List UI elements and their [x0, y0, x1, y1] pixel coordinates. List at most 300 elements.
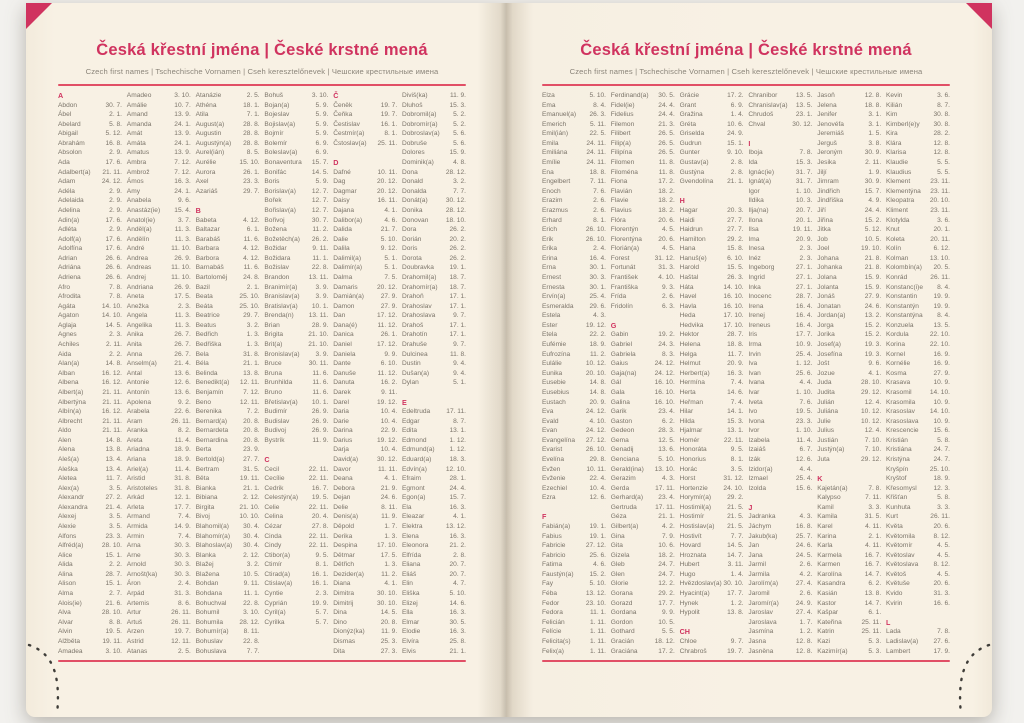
- name-label: Jaroslav: [748, 609, 773, 617]
- date-label: 28. 9.: [311, 321, 329, 329]
- name-label: Jitka: [817, 226, 831, 234]
- name-entry: [680, 110, 744, 120]
- name-entry: [748, 417, 812, 427]
- name-entry: [196, 465, 260, 475]
- date-label: 25. 11.: [861, 618, 882, 626]
- name-label: Alan(a): [58, 360, 80, 368]
- name-label: Ella: [401, 609, 413, 617]
- date-label: 15. 2.: [864, 216, 882, 224]
- date-label: 10. 12.: [861, 417, 882, 425]
- date-label: 26. 9.: [174, 283, 191, 291]
- date-label: 20. 9.: [795, 235, 813, 243]
- name-entry: [58, 177, 122, 187]
- date-label: 16. 3.: [449, 503, 466, 511]
- name-label: Dino: [333, 618, 347, 626]
- date-label: 16. 10.: [723, 293, 744, 301]
- name-label: Jasmína: [748, 628, 774, 636]
- name-label: Cecil: [264, 465, 280, 473]
- date-label: 30. 3.: [174, 570, 191, 578]
- date-label: 26. 9.: [174, 254, 191, 262]
- name-entry: [264, 589, 328, 599]
- name-label: Izidor(a): [748, 465, 773, 473]
- date-label: 15. 7.: [311, 159, 329, 167]
- name-entry: [817, 388, 881, 398]
- name-label: Dulcinea: [401, 350, 428, 358]
- name-entry: [58, 608, 122, 618]
- date-label: 16. 4.: [795, 302, 813, 310]
- name-label: Bohumil: [195, 609, 220, 617]
- date-label: 17. 5.: [174, 293, 191, 301]
- date-label: 22. 11.: [308, 503, 329, 511]
- name-entry: [680, 129, 744, 139]
- name-label: Ignác(ie): [748, 168, 775, 176]
- spacer-row: [748, 129, 812, 139]
- name-entry: [127, 369, 191, 379]
- name-label: Hubert: [679, 561, 700, 569]
- name-label: Konstanc(i)e: [885, 283, 924, 291]
- date-label: 2. 6.: [799, 561, 813, 569]
- name-label: Kosma: [885, 369, 907, 377]
- name-entry: [542, 426, 606, 436]
- name-label: Bohuš: [264, 92, 284, 99]
- name-label: Áron: [126, 580, 141, 588]
- name-entry: [886, 139, 950, 149]
- name-entry: [817, 110, 881, 120]
- date-label: 3. 1.: [868, 111, 882, 119]
- name-label: Květoš: [885, 570, 907, 578]
- name-entry: [542, 608, 606, 618]
- date-label: 5. 12.: [105, 130, 122, 138]
- name-label: Gál: [610, 379, 622, 387]
- name-label: Dalimil(a): [333, 254, 362, 262]
- name-entry: [402, 541, 466, 551]
- name-entry: [886, 579, 950, 589]
- date-label: 26. 6.: [105, 254, 122, 262]
- date-label: 27. 1.: [795, 273, 813, 281]
- date-label: 13. 5.: [933, 321, 950, 329]
- date-label: 11. 3.: [174, 235, 191, 243]
- date-label: 11. 2.: [381, 570, 398, 578]
- date-label: 3. 11.: [727, 561, 744, 569]
- name-entry: [748, 474, 812, 484]
- name-label: Garik: [610, 408, 627, 416]
- spacer-row: [264, 647, 328, 657]
- date-label: 1. 3.: [384, 532, 398, 540]
- date-label: 24. 7.: [658, 561, 675, 569]
- date-label: 1. 7.: [384, 523, 398, 531]
- name-label: Bedřiška: [195, 341, 222, 349]
- date-label: 4. 1.: [453, 513, 466, 521]
- spacer-row: [402, 388, 466, 398]
- name-entry: [402, 359, 466, 369]
- name-entry: [333, 426, 397, 436]
- name-entry: [58, 311, 122, 321]
- name-label: Atanas: [126, 647, 148, 655]
- name-label: Bibiana: [195, 494, 218, 502]
- name-label: Bohuslava: [195, 647, 227, 655]
- date-label: 12. 4.: [864, 398, 882, 406]
- name-label: Gaja(na): [610, 369, 637, 377]
- name-label: Ingeborg: [748, 264, 775, 272]
- date-label: 23. 1.: [795, 111, 813, 119]
- name-entry: [817, 608, 881, 618]
- date-label: 17. 1.: [449, 302, 466, 310]
- name-label: Apolena: [126, 398, 151, 406]
- name-label: Fedor: [542, 599, 560, 607]
- name-label: Darius: [333, 436, 353, 444]
- date-label: 17. 2.: [658, 647, 675, 655]
- name-label: Albena: [58, 379, 79, 387]
- letter-header: H: [679, 196, 685, 206]
- date-label: 30. 4.: [243, 542, 260, 550]
- name-label: Jorika: [817, 331, 835, 339]
- name-label: Drahoš: [401, 321, 424, 329]
- name-entry: [817, 647, 881, 657]
- date-label: 16. 12.: [101, 369, 122, 377]
- date-label: 27. 12.: [585, 436, 606, 444]
- name-label: Květuše: [885, 580, 910, 588]
- name-entry: [886, 589, 950, 599]
- name-entry: [264, 579, 328, 589]
- date-label: 20. 7.: [449, 561, 466, 569]
- name-label: Dionýz(ka): [333, 628, 365, 636]
- name-label: Dalibor(a): [333, 216, 363, 224]
- name-entry: [611, 283, 675, 293]
- name-entry: [333, 627, 397, 637]
- date-label: 22. 11.: [308, 542, 329, 550]
- name-label: Dolores: [401, 149, 425, 157]
- name-label: Amát: [126, 130, 143, 138]
- date-label: 29. 2.: [658, 590, 675, 598]
- name-label: Felicita(s): [542, 637, 571, 645]
- name-entry: [680, 158, 744, 168]
- date-label: 9. 5.: [730, 446, 744, 454]
- date-label: 30. 10.: [377, 590, 398, 598]
- date-label: 17. 9.: [933, 647, 950, 655]
- name-entry: [264, 551, 328, 561]
- name-entry: [817, 426, 881, 436]
- name-label: Julián: [817, 398, 835, 406]
- name-label: David(a): [333, 455, 359, 463]
- name-label: Jan: [748, 542, 760, 550]
- name-entry: [886, 512, 950, 522]
- spacer-row: [196, 196, 260, 206]
- name-label: Gracián: [610, 637, 634, 645]
- name-entry: [264, 292, 328, 302]
- names-column: [264, 91, 328, 656]
- name-label: Alvar: [58, 618, 74, 626]
- name-label: Horác: [679, 465, 698, 473]
- date-label: 21. 5.: [727, 523, 744, 531]
- name-entry: [402, 407, 466, 417]
- name-label: Abelard: [58, 120, 81, 128]
- date-label: 23. 3.: [243, 178, 260, 186]
- name-entry: [333, 206, 397, 216]
- date-label: 20. 1.: [933, 226, 950, 234]
- date-label: 5. 6.: [453, 139, 466, 147]
- name-entry: [333, 551, 397, 561]
- name-label: Aurora: [195, 168, 216, 176]
- name-label: Adalbert(a): [58, 168, 91, 176]
- date-label: 8. 1.: [593, 216, 606, 224]
- name-label: Efraim: [401, 475, 422, 483]
- date-label: 4. 5.: [937, 542, 950, 550]
- name-label: Jelena: [817, 101, 837, 109]
- name-label: Anežka: [126, 302, 149, 310]
- name-label: Alexie: [58, 523, 76, 531]
- name-entry: [748, 369, 812, 379]
- date-label: 6. 9.: [315, 149, 329, 157]
- name-label: Filipína: [610, 149, 633, 157]
- name-label: Katrin: [817, 628, 835, 636]
- name-entry: [127, 120, 191, 130]
- name-label: Kunhuta: [885, 503, 911, 511]
- name-entry: [886, 110, 950, 120]
- name-label: Eleonora: [401, 542, 429, 550]
- name-label: Dětmar: [333, 551, 355, 559]
- date-label: 13. 1.: [727, 427, 744, 435]
- date-label: 20. 11.: [930, 235, 950, 243]
- name-entry: [542, 330, 606, 340]
- date-label: 13. 6.: [174, 388, 191, 396]
- name-label: Ábel: [58, 111, 72, 119]
- name-entry: [886, 627, 950, 637]
- date-label: 24. 7.: [658, 570, 675, 578]
- name-label: Hjalmar: [679, 427, 703, 435]
- name-entry: [127, 330, 191, 340]
- date-label: 17. 6.: [105, 235, 122, 243]
- name-entry: [264, 350, 328, 360]
- name-label: Irvin: [748, 350, 761, 358]
- date-label: 8. 7.: [453, 417, 466, 425]
- name-label: Bela: [195, 350, 209, 358]
- name-entry: [127, 532, 191, 542]
- name-label: Albertýna: [58, 398, 86, 406]
- date-label: 1. 2.: [730, 599, 744, 607]
- name-entry: [611, 455, 675, 465]
- name-entry: [542, 120, 606, 130]
- date-label: 10. 6.: [727, 120, 744, 128]
- name-label: Ernesta: [542, 283, 565, 291]
- date-label: 4. 2.: [661, 523, 675, 531]
- name-label: Kalypso: [817, 494, 841, 502]
- date-label: 11. 8.: [658, 159, 675, 167]
- name-entry: [886, 273, 950, 283]
- letter-header: CH: [679, 627, 690, 637]
- name-label: Jadranka: [748, 513, 776, 521]
- name-label: Ezechiel: [542, 484, 567, 492]
- names-column: [58, 91, 122, 656]
- name-entry: [402, 522, 466, 532]
- name-entry: [817, 283, 881, 293]
- name-entry: [58, 129, 122, 139]
- name-entry: [333, 503, 397, 513]
- name-label: Chrabroš: [679, 647, 707, 655]
- name-label: Béla: [195, 360, 209, 368]
- name-label: Alexej: [58, 513, 76, 521]
- name-label: Esmeralda: [542, 302, 574, 310]
- name-entry: [611, 196, 675, 206]
- date-label: 4. 5.: [937, 570, 950, 578]
- name-label: Hvězdoslav(a): [679, 580, 722, 588]
- name-entry: [748, 465, 812, 475]
- name-label: Anatol(ie): [126, 216, 156, 224]
- name-entry: [748, 426, 812, 436]
- name-entry: [264, 196, 328, 206]
- name-entry: [748, 244, 812, 254]
- name-label: Dustin: [401, 360, 421, 368]
- name-entry: [264, 101, 328, 111]
- date-label: 27. 9.: [864, 293, 882, 301]
- name-entry: [402, 292, 466, 302]
- name-entry: [886, 302, 950, 312]
- name-entry: [264, 474, 328, 484]
- name-entry: [542, 398, 606, 408]
- name-label: Ester: [542, 321, 558, 329]
- name-label: Jošt: [817, 360, 830, 368]
- name-label: Hedvika: [679, 321, 704, 329]
- name-label: Dimitrij: [333, 599, 354, 607]
- name-entry: [748, 235, 812, 245]
- name-entry: [680, 551, 744, 561]
- name-entry: [680, 292, 744, 302]
- name-entry: [611, 168, 675, 178]
- name-label: Jolanta: [817, 283, 839, 291]
- date-label: 21. 1.: [243, 360, 260, 368]
- name-label: Emil(ián): [542, 130, 569, 138]
- name-entry: [196, 599, 260, 609]
- date-label: 7. 4.: [730, 398, 744, 406]
- date-label: 10. 4.: [380, 417, 398, 425]
- name-label: Hovard: [679, 542, 701, 550]
- name-label: Florentýn: [610, 226, 639, 234]
- name-label: Jana: [748, 551, 763, 559]
- name-entry: [611, 139, 675, 149]
- name-label: Brenda(n): [264, 312, 294, 320]
- date-label: 5. 2.: [453, 111, 466, 119]
- name-entry: [402, 168, 466, 178]
- name-entry: [402, 551, 466, 561]
- name-label: Kilián: [885, 101, 903, 109]
- name-label: Arpád: [126, 590, 145, 598]
- name-label: Juliána: [817, 408, 839, 416]
- name-label: Klementýna: [885, 187, 921, 195]
- name-entry: [402, 369, 466, 379]
- name-entry: [886, 148, 950, 158]
- name-entry: [333, 608, 397, 618]
- name-entry: [680, 484, 744, 494]
- name-label: Dušan(a): [401, 369, 430, 377]
- name-label: Bratislav(a): [264, 302, 298, 310]
- name-entry: [264, 378, 328, 388]
- name-label: Justián: [817, 436, 839, 444]
- name-entry: [680, 647, 744, 657]
- date-label: 30. 3.: [174, 551, 191, 559]
- name-label: Bruno: [264, 388, 282, 396]
- right-page: [506, 3, 992, 717]
- name-entry: [542, 474, 606, 484]
- date-label: 5. 10.: [658, 455, 675, 463]
- name-entry: [542, 206, 606, 216]
- date-label: 9. 11.: [312, 245, 329, 253]
- date-label: 5. 1.: [453, 379, 466, 387]
- date-label: 27. 9.: [933, 369, 950, 377]
- name-entry: [542, 407, 606, 417]
- name-entry: [748, 522, 812, 532]
- name-label: Bruce: [264, 360, 282, 368]
- name-label: Jolana: [817, 273, 837, 281]
- date-label: 1. 9.: [868, 168, 882, 176]
- name-entry: [886, 484, 950, 494]
- name-label: Ingrid: [748, 273, 765, 281]
- date-label: 12. 2.: [658, 580, 675, 588]
- name-entry: [402, 101, 466, 111]
- date-label: 13. 8.: [864, 590, 882, 598]
- date-label: 14. 8.: [589, 388, 606, 396]
- name-label: Dezider(a): [333, 570, 364, 578]
- name-label: Heřman: [679, 398, 704, 406]
- name-label: Cedrik: [264, 484, 284, 492]
- name-label: Dora: [401, 226, 417, 234]
- date-label: 3. 9.: [315, 283, 329, 291]
- date-label: 5. 12.: [864, 226, 882, 234]
- name-label: Ignát(a): [748, 178, 772, 186]
- name-entry: [680, 369, 744, 379]
- date-label: 7. 10.: [864, 446, 882, 454]
- letter-header: E: [401, 397, 407, 407]
- date-label: 14. 5.: [727, 542, 744, 550]
- name-entry: [611, 647, 675, 657]
- name-entry: [264, 110, 328, 120]
- date-label: 5. 10.: [589, 580, 606, 588]
- name-label: Dobruše: [401, 139, 427, 147]
- date-label: 11. 1.: [312, 254, 329, 262]
- name-entry: [127, 426, 191, 436]
- name-label: Branimír(a): [264, 283, 298, 291]
- name-label: Gedeon: [610, 427, 635, 435]
- date-label: 3. 9.: [315, 350, 329, 358]
- name-entry: [886, 254, 950, 264]
- name-label: Angelika: [126, 321, 153, 329]
- name-label: Jonatan: [817, 302, 841, 310]
- name-entry: [264, 283, 328, 293]
- name-label: Derika: [333, 532, 353, 540]
- name-label: Bolemír: [264, 139, 288, 147]
- date-label: 14. 1.: [727, 408, 744, 416]
- date-label: 14. 10.: [101, 312, 122, 320]
- date-label: 24. 12.: [585, 427, 606, 435]
- name-entry: [58, 187, 122, 197]
- name-entry: [264, 608, 328, 618]
- date-label: 19. 11.: [792, 226, 813, 234]
- name-entry: [611, 330, 675, 340]
- name-entry: [264, 158, 328, 168]
- date-label: 17. 6.: [105, 245, 122, 253]
- name-entry: [196, 244, 260, 254]
- name-label: Hugo: [679, 570, 696, 578]
- name-label: Jiljí: [817, 168, 827, 176]
- name-entry: [196, 398, 260, 408]
- name-entry: [542, 216, 606, 226]
- name-label: Filemon: [610, 120, 635, 128]
- name-label: Drahoslava: [401, 312, 436, 320]
- name-entry: [817, 129, 881, 139]
- name-entry: [196, 637, 260, 647]
- name-entry: [196, 627, 260, 637]
- date-label: 16. 4.: [795, 312, 813, 320]
- date-label: 17. 1.: [449, 331, 466, 339]
- name-label: Kurt: [885, 513, 899, 521]
